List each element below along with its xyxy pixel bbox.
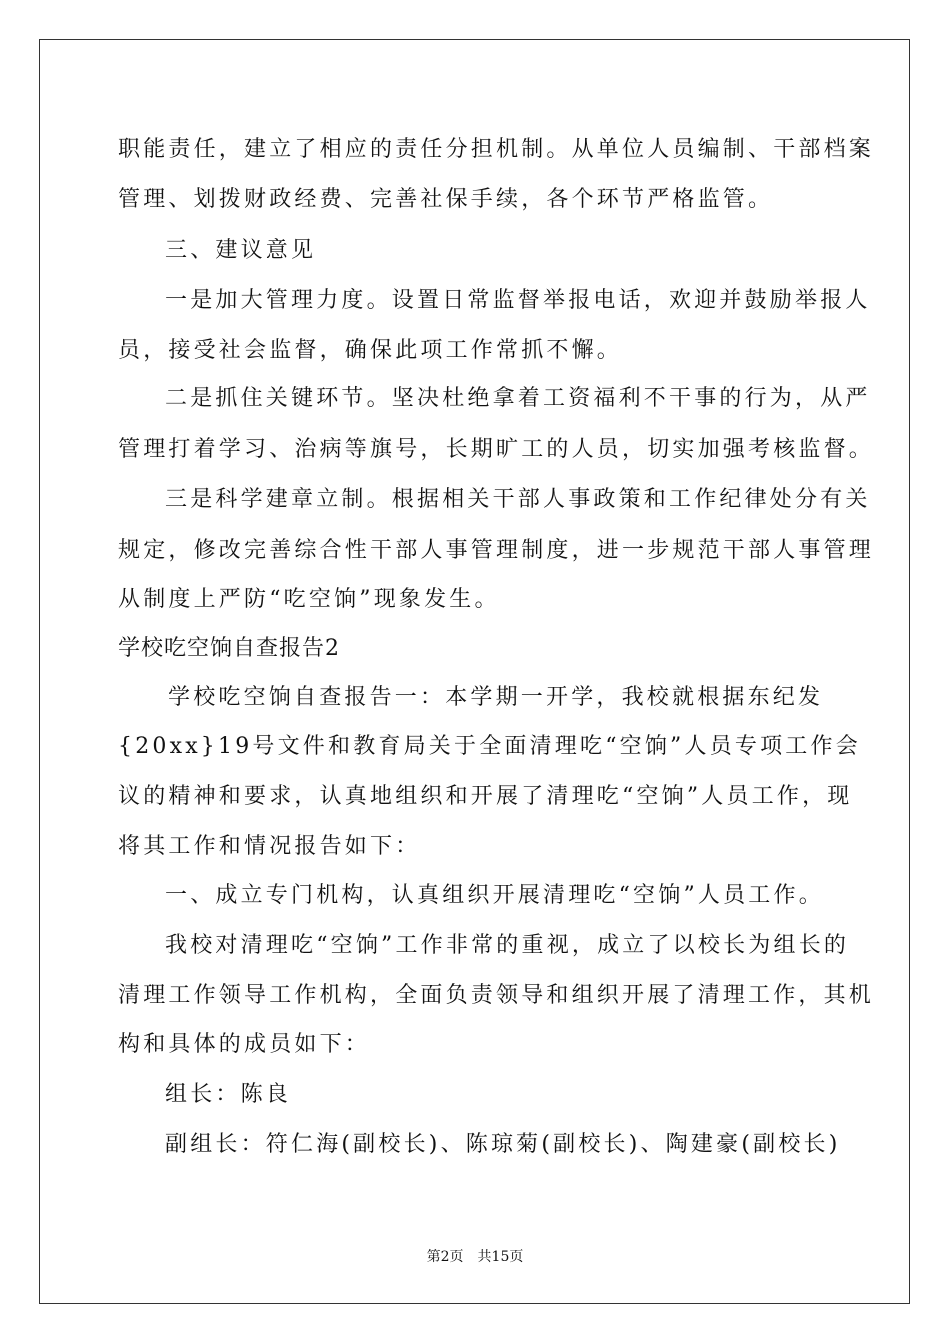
body-line: 规定，修改完善综合性干部人事管理制度，进一步规范干部人事管理 <box>118 538 875 563</box>
page-total: 共15页 <box>477 1249 524 1265</box>
body-line: 管理、划拨财政经费、完善社保手续，各个环节严格监管。 <box>118 187 774 212</box>
body-line: 一是加大管理力度。设置日常监督举报电话，欢迎并鼓励举报人 <box>165 288 871 313</box>
body-line: {20xx}19号文件和教育局关于全面清理吃“空饷”人员专项工作会 <box>118 734 861 759</box>
section-heading: 三、建议意见 <box>165 238 317 263</box>
body-line: 二是抓住关键环节。坚决杜绝拿着工资福利不干事的行为，从严 <box>165 386 871 411</box>
report-title: 学校吃空饷自查报告2 <box>118 636 340 661</box>
body-line: 将其工作和情况报告如下： <box>118 834 421 859</box>
page-border <box>39 39 910 1304</box>
body-line: 管理打着学习、治病等旗号，长期旷工的人员，切实加强考核监督。 <box>118 437 875 462</box>
body-line: 副组长：符仁海(副校长)、陈琼菊(副校长)、陶建豪(副校长) <box>165 1132 841 1157</box>
page-number: 第2页 <box>426 1249 464 1265</box>
body-line: 组长：陈良 <box>165 1082 292 1107</box>
body-line: 学校吃空饷自查报告一：本学期一开学，我校就根据东纪发 <box>168 685 824 710</box>
body-line: 我校对清理吃“空饷”工作非常的重视，成立了以校长为组长的 <box>165 933 850 958</box>
section-heading: 一、成立专门机构，认真组织开展清理吃“空饷”人员工作。 <box>165 883 824 908</box>
body-line: 职能责任，建立了相应的责任分担机制。从单位人员编制、干部档案 <box>118 137 875 162</box>
page-footer <box>0 1248 950 1266</box>
body-line: 三是科学建章立制。根据相关干部人事政策和工作纪律处分有关 <box>165 487 871 512</box>
body-line: 员，接受社会监督，确保此项工作常抓不懈。 <box>118 338 623 363</box>
body-line: 清理工作领导工作机构，全面负责领导和组织开展了清理工作，其机 <box>118 983 875 1008</box>
body-line: 构和具体的成员如下： <box>118 1032 371 1057</box>
body-line: 议的精神和要求，认真地组织和开展了清理吃“空饷”人员工作，现 <box>118 784 853 809</box>
body-line: 从制度上严防“吃空饷”现象发生。 <box>118 587 500 612</box>
